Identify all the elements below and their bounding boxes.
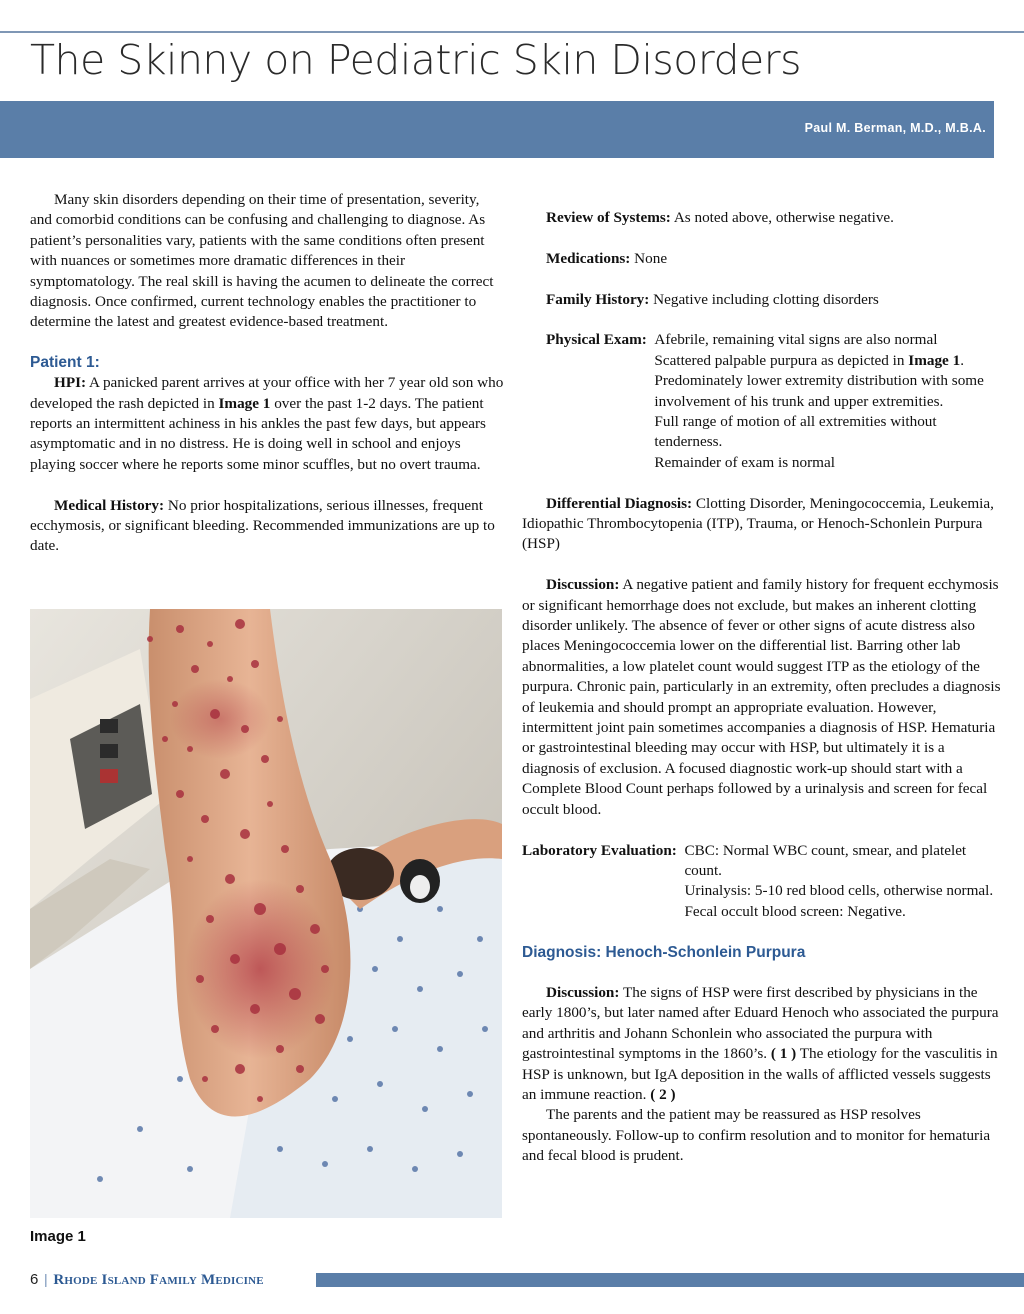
ddx-label: Differential Diagnosis: — [546, 494, 693, 512]
ros-label: Review of Systems: — [546, 209, 671, 226]
diagnosis-discussion: Discussion: The signs of HSP were first described by physicians in the early 1800’s, but later named after Eduard Henoch who associated the purpura and arthritis and Johann Schonlein who associated the purpura with gastrointestinal symptoms in the 1860’s. ( 1 ) The etiology for the vasculitis in HSP is unknown, but IgA deposition in the walls of afflicted vessels suggests an immune reaction. ( 2 ) — [522, 983, 999, 1103]
image-caption: Image 1 — [30, 1228, 86, 1245]
family-history-label: Family History: — [546, 290, 650, 308]
medical-history-text: No prior hospitalizations, serious illnesses, frequent ecchymosis, or significant bleeding. Recommended immunizations are up to date. — [30, 496, 495, 555]
medical-history-label: Medical History: — [54, 496, 165, 514]
page-footer — [30, 1271, 264, 1289]
left-column — [30, 190, 505, 557]
hpi-image-ref: Image 1 — [218, 394, 271, 412]
exam-vitals: Afebrile, remaining vital signs are also normal — [654, 331, 938, 349]
page-number: 6 — [30, 1271, 39, 1288]
hpi-text: A panicked parent arrives at your office with her 7 year old son who developed the rash depicted in — [30, 374, 504, 412]
review-of-systems — [522, 208, 1002, 228]
author-banner — [0, 101, 994, 158]
lab-label: Laboratory Evaluation: — [522, 841, 677, 859]
hpi-text-continued: over the past 1-2 days. The patient reports an intermittent achiness in his ankles the past few days, but appears asymptomatic and in no distress. He is doing well in school and enjoys playing soccer where he reports some minor scuffles, but no overt trauma. — [30, 394, 486, 473]
lab-fecal: Fecal occult blood screen: Negative. — [684, 902, 906, 920]
physical-exam — [522, 330, 1002, 473]
closing-paragraph: The parents and the patient may be reassured as HSP resolves spontaneously. Follow-up to confirm resolution and to monitor for hematuria and fecal blood is prudent. — [522, 1106, 991, 1165]
diagnosis-discussion-label: Discussion: — [546, 983, 620, 1001]
journal-name: Rhode Island Family Medicine — [53, 1272, 264, 1288]
medications-label: Medications: — [546, 249, 631, 267]
differential-diagnosis — [522, 494, 1002, 555]
discussion-label: Discussion: — [546, 576, 620, 594]
ddx-text: Clotting Disorder, Meningococcemia, Leukemia, Idiopathic Thrombocytopenia (ITP), Trauma, or Henoch-Schonlein Purpura (HSP) — [522, 494, 994, 553]
right-column — [522, 208, 1002, 1167]
lab-cbc: CBC: Normal WBC count, smear, and platelet count. — [684, 841, 967, 879]
hpi-paragraph — [30, 373, 505, 475]
footer-bar — [316, 1273, 1024, 1287]
exam-purpura: Scattered palpable purpura as depicted in Image 1. Predominately lower extremity distribution with some involvement of his trunk and upper extremities. — [654, 351, 984, 410]
top-rule — [0, 31, 1024, 33]
reference-2: ( 2 ) — [650, 1085, 676, 1103]
family-history-text: Negative including clotting disorders — [649, 290, 879, 308]
exam-image-ref: Image 1 — [908, 351, 961, 369]
hpi-label: HPI: — [54, 374, 87, 392]
diagnosis-heading: Diagnosis: Henoch-Schonlein Purpura — [522, 943, 806, 961]
article-title: The Skinny on Pediatric Skin Disorders — [30, 36, 801, 84]
footer-separator: | — [44, 1272, 48, 1288]
patient-rash-photo — [30, 609, 502, 1218]
lab-urinalysis: Urinalysis: 5-10 red blood cells, otherwise normal. — [684, 882, 994, 900]
exam-motion: Full range of motion of all extremities without tenderness. — [654, 413, 937, 451]
reference-1: ( 1 ) — [770, 1045, 797, 1063]
discussion-paragraph — [522, 575, 1002, 820]
discussion-text: A negative patient and family history for frequent ecchymosis or significant hemorrhage does not exclude, but makes an inherent clotting disorder unlikely. The absence of fever or other signs of acute distress also places Meningococcemia lower on the differential list. Barring other lab abnormalities, a low platelet count would suggest ITP as the etiology of the purpura. Chronic pain, particularly in an extremity, often precludes a diagnosis of leukemia and should prompt an appropriate evaluation. However, intermittent joint pain sometimes accompanies a diagnosis of HSP. Hematuria or gastrointestinal bleeding may occur with HSP, but ultimately it is a diagnosis of exclusion. A focused diagnostic work-up should start with a Complete Blood Count perhaps followed by a urinalysis and screen for fecal occult blood. — [522, 576, 1001, 818]
family-history — [522, 290, 1002, 310]
patient-heading: Patient 1: — [30, 354, 100, 372]
medications-text: None — [630, 249, 668, 267]
medications — [522, 249, 1002, 269]
laboratory-evaluation — [522, 841, 1002, 923]
ros-text: As noted above, otherwise negative. — [670, 209, 894, 226]
exam-remainder: Remainder of exam is normal — [654, 453, 835, 471]
author-byline: Paul M. Berman, M.D., M.B.A. — [804, 121, 986, 135]
intro-paragraph: Many skin disorders depending on their time of presentation, severity, and comorbid conditions can be confusing and challenging to diagnose. As patient’s personalities vary, patients with the same conditions often present with nuances or sometimes more dramatic differences in their symptomatology. The real skill is having the acumen to delineate the correct diagnosis. Once confirmed, current technology enables the practitioner to determine the latest and greatest evidence-based treatment. — [30, 191, 494, 331]
physical-exam-label: Physical Exam: — [546, 331, 647, 349]
medical-history-paragraph — [30, 496, 505, 557]
